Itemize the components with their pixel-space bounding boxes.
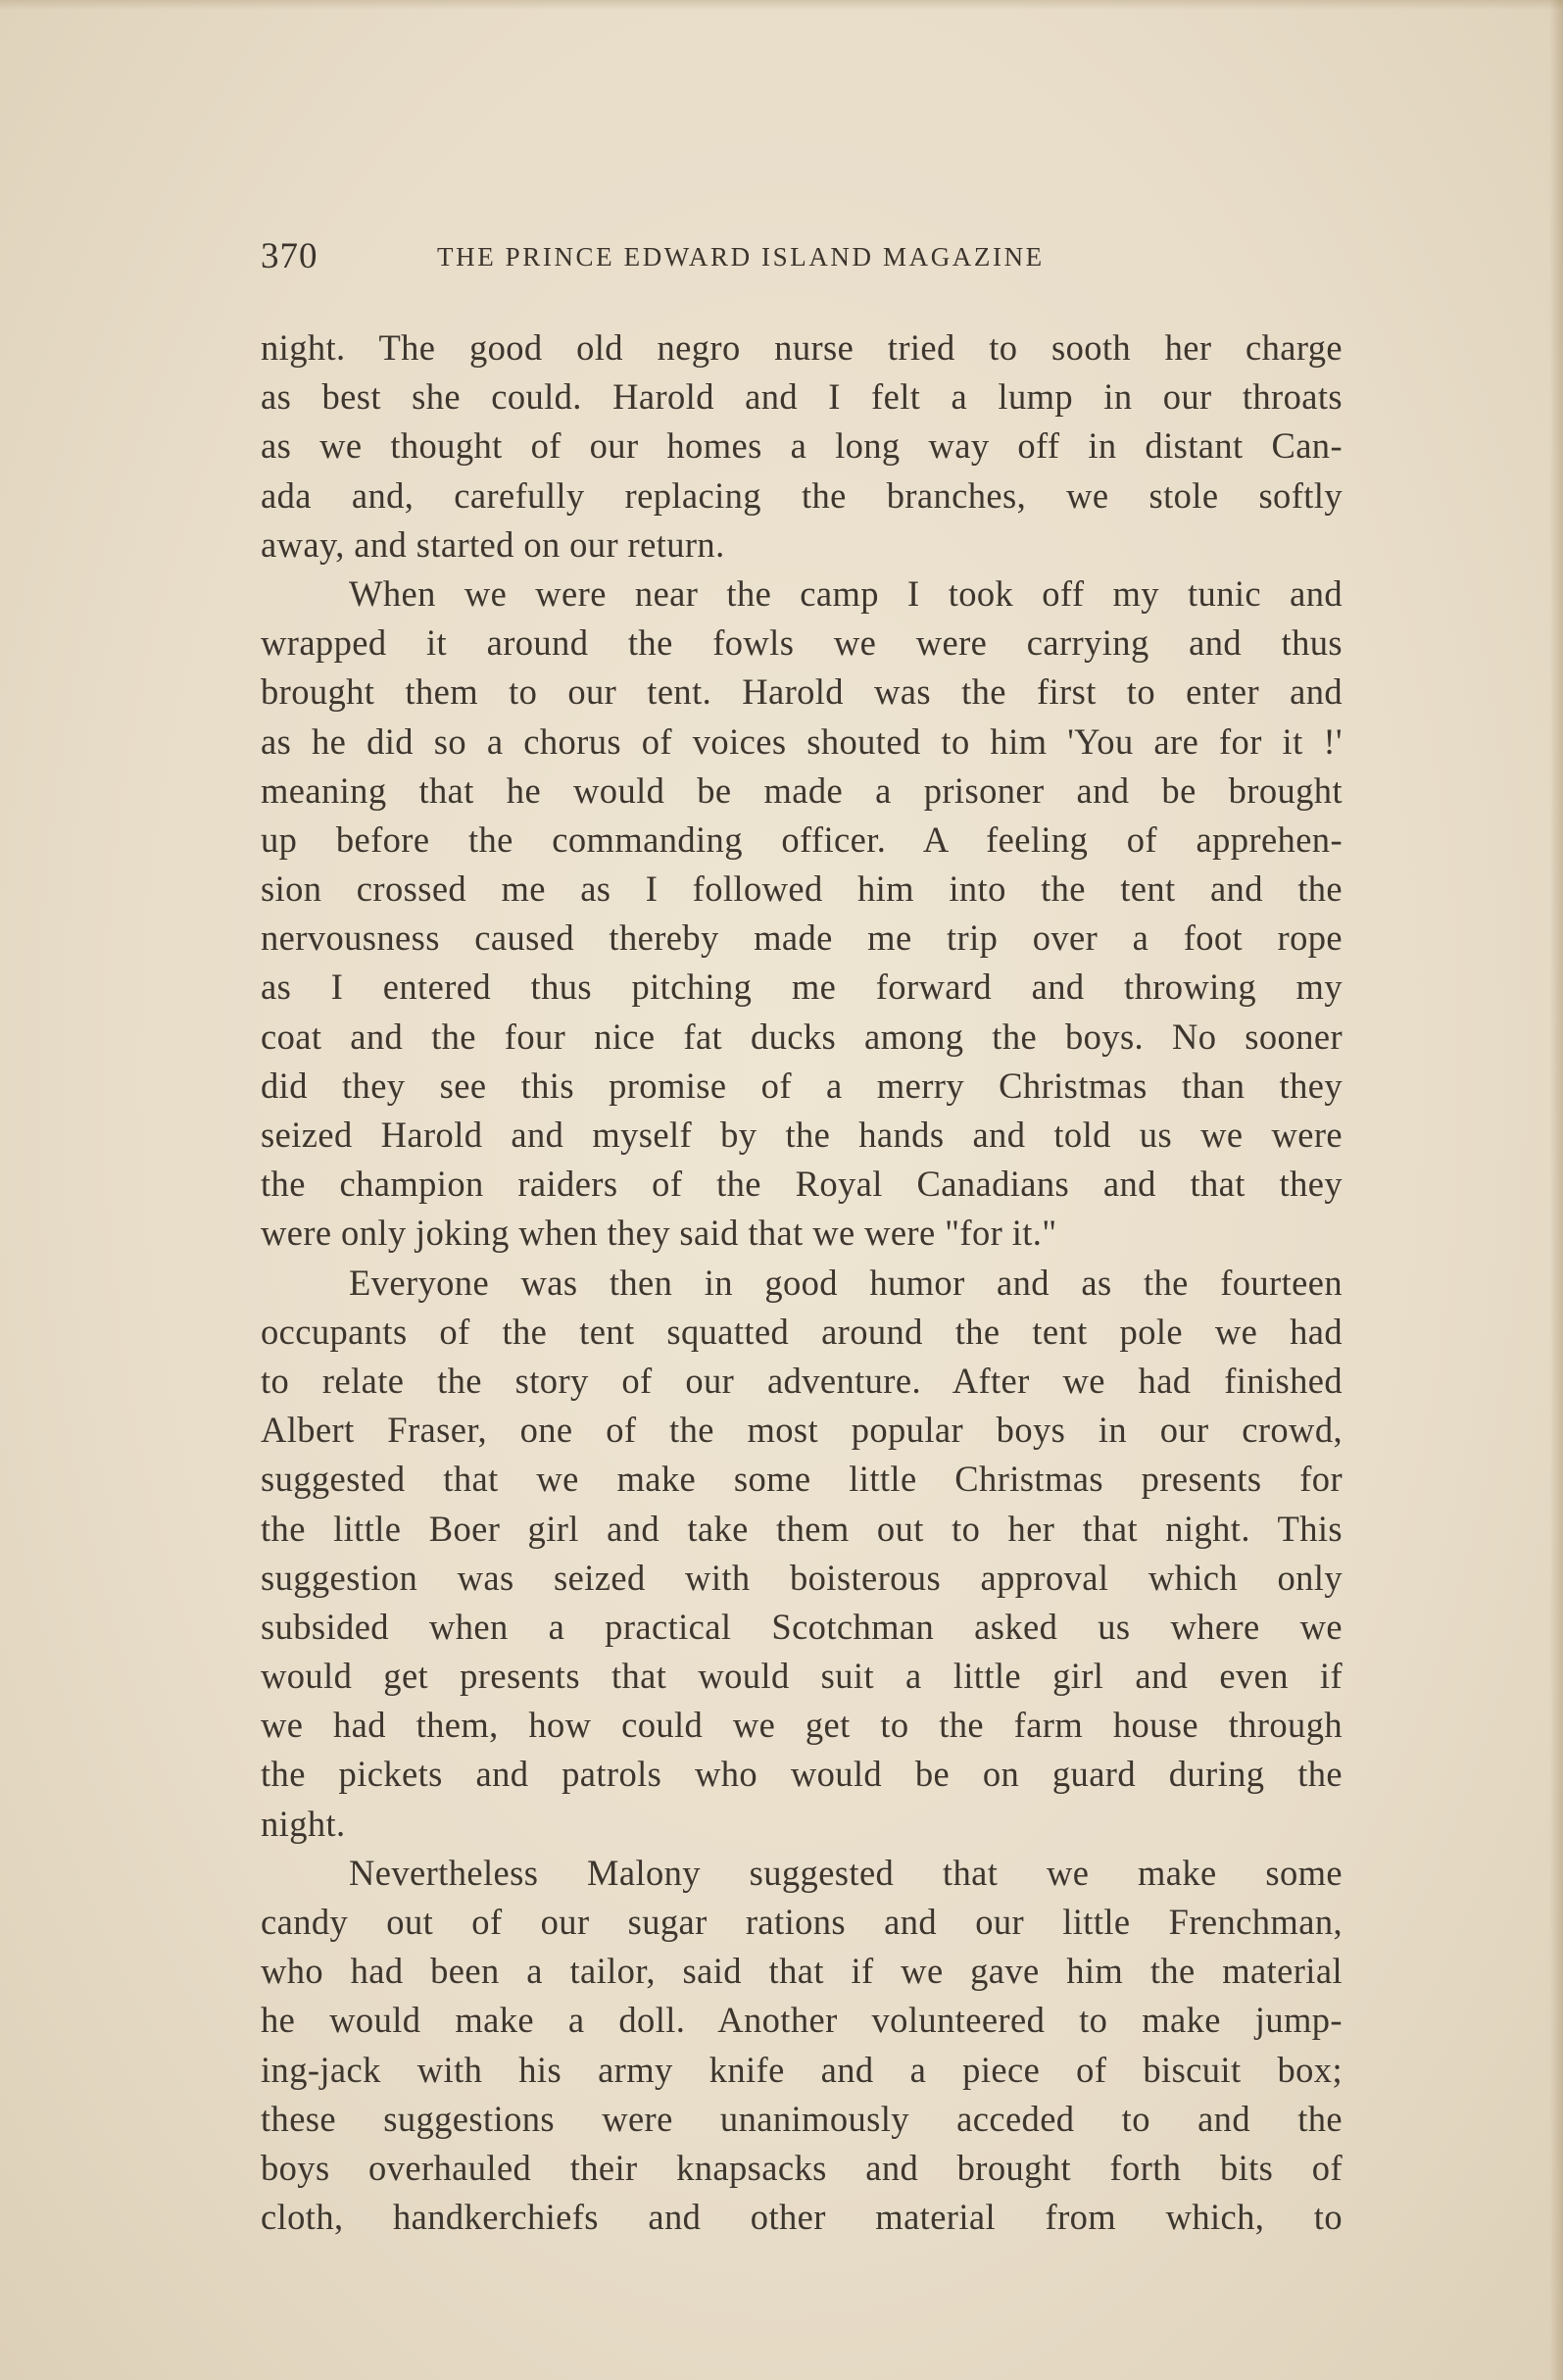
text-line: as I entered thus pitching me forward and throwing my (261, 967, 1343, 1008)
text-line: subsided when a practical Scotchman asked us where we (261, 1606, 1343, 1647)
text-line: the pickets and patrols who would be on guard during the (261, 1754, 1343, 1795)
text-line: boys overhauled their knapsacks and brought forth bits of (261, 2147, 1343, 2188)
text-line: suggested that we make some little Christmas presents for (261, 1459, 1343, 1500)
body-text (261, 323, 1343, 2264)
text-line: wrapped it around the fowls we were carrying and thus (261, 622, 1343, 664)
text-line: as best she could. Harold and I felt a lump in our throats (261, 376, 1343, 418)
text-line: Nevertheless Malony suggested that we make some (349, 1852, 1343, 1893)
text-line: suggestion was seized with boisterous approval which only (261, 1557, 1343, 1598)
text-line: meaning that he would be made a prisoner and be brought (261, 769, 1343, 811)
text-line: the champion raiders of the Royal Canadians and that they (261, 1164, 1343, 1205)
text-line: we had them, how could we get to the farm house through (261, 1705, 1343, 1746)
text-line: seized Harold and myself by the hands and told us we were (261, 1115, 1343, 1155)
text-line: sion crossed me as I followed him into the tent and the (261, 868, 1343, 910)
text-line: would get presents that would suit a little girl and even if (261, 1656, 1343, 1697)
text-line: away, and started on our return. (261, 523, 725, 565)
page-number: 370 (261, 236, 318, 276)
text-line: Everyone was then in good humor and as the fourteen (349, 1262, 1343, 1303)
text-line: these suggestions were unanimously acceded to and the (261, 2098, 1343, 2139)
running-head (261, 235, 1241, 284)
text-line: to relate the story of our adventure. After we had finished (261, 1360, 1343, 1401)
text-line: who had been a tailor, said that if we gave him the material (261, 1951, 1343, 1992)
text-line: When we were near the camp I took off my tunic and (349, 572, 1343, 614)
text-line: night. (261, 1803, 346, 1844)
journal-title: THE PRINCE EDWARD ISLAND MAGAZINE (437, 242, 1045, 272)
page-top-edge-shadow (0, 0, 1563, 10)
text-line: cloth, handkerchiefs and other material from which, to (261, 2197, 1343, 2238)
text-line: the little Boer girl and take them out to her that night. This (261, 1508, 1343, 1549)
text-line: candy out of our sugar rations and our little Frenchman, (261, 1902, 1343, 1942)
text-line: were only joking when they said that we were "for it." (261, 1213, 1057, 1254)
text-line: brought them to our tent. Harold was the first to enter and (261, 671, 1343, 713)
text-line: as we thought of our homes a long way off in distant Can- (261, 425, 1343, 467)
text-line: occupants of the tent squatted around the tent pole we had (261, 1311, 1343, 1352)
text-line: did they see this promise of a merry Christmas than they (261, 1065, 1343, 1106)
page-right-edge-shadow (1549, 0, 1563, 2380)
text-line: night. The good old negro nurse tried to sooth her charge (261, 327, 1343, 368)
text-line: he would make a doll. Another volunteered to make jump- (261, 2000, 1343, 2041)
text-line: coat and the four nice fat ducks among the boys. No sooner (261, 1016, 1343, 1057)
text-line: Albert Fraser, one of the most popular boys in our crowd, (261, 1410, 1343, 1451)
text-line: ada and, carefully replacing the branches, we stole softly (261, 474, 1343, 516)
text-line: nervousness caused thereby made me trip over a foot rope (261, 917, 1343, 959)
text-line: ing-jack with his army knife and a piece of biscuit box; (261, 2049, 1343, 2090)
text-line: up before the commanding officer. A feeling of apprehen- (261, 818, 1343, 860)
text-line: as he did so a chorus of voices shouted to him 'You are for it !' (261, 720, 1343, 762)
